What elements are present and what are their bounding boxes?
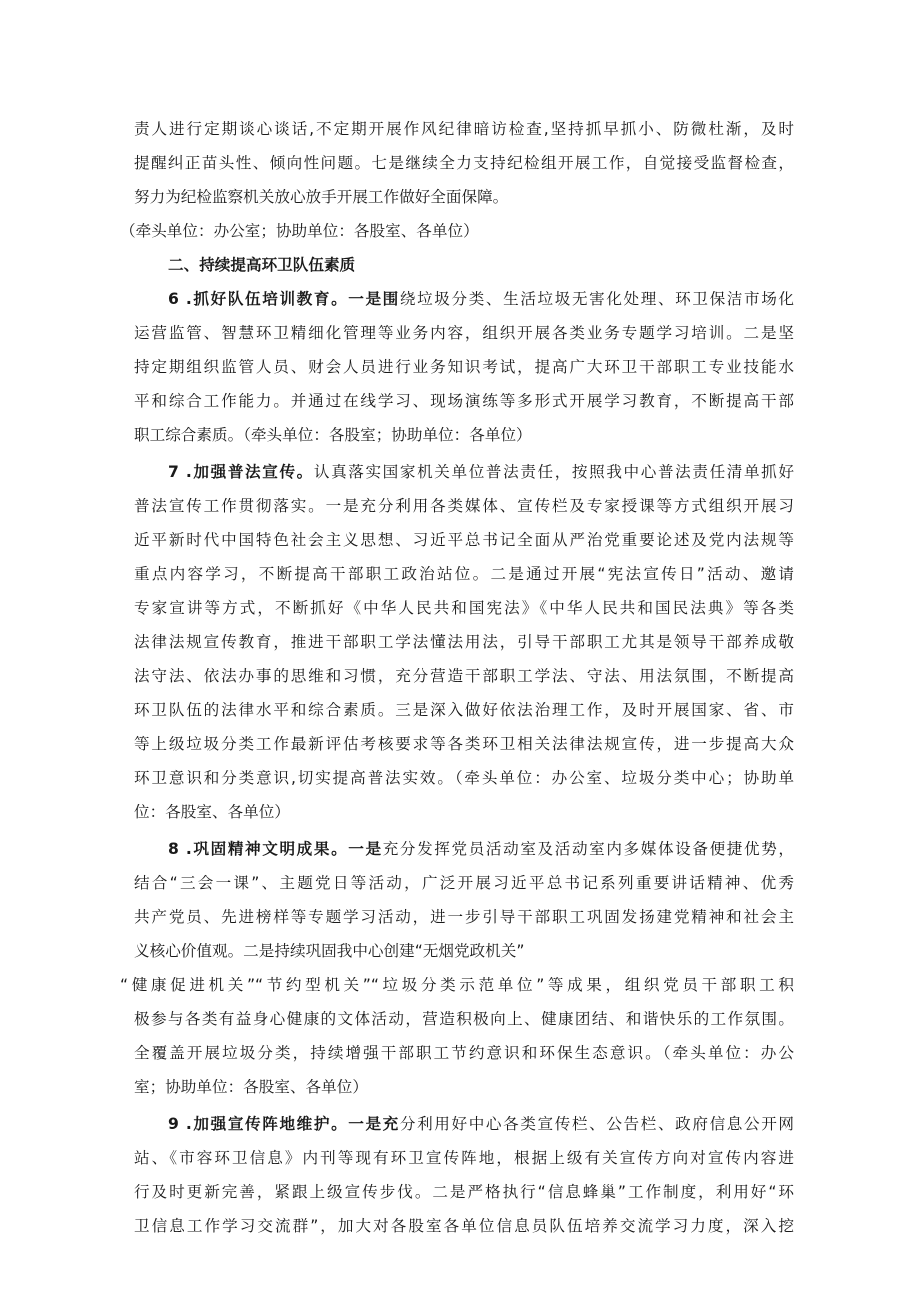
text-line: 运营监管、智慧环卫精细化管理等业务内容，组织开展各类业务专题学习培训。二是坚 [134,324,794,342]
text-line: 全覆盖开展垃圾分类，持续增强干部职工节约意识和环保生态意识。（牵头单位：办公 [134,1044,794,1062]
text-line: 近平新时代中国特色社会主义思想、习近平总书记全面从严治党重要论述及党内法规等 [134,531,794,549]
text-line: 义核心价值观。二是持续巩固我中心创建“无烟党政机关” [134,942,525,960]
item-6-heading: 6 .抓好队伍培训教育。一是围 [168,290,400,308]
text-line: 环卫意识和分类意识,切实提高普法实效。（牵头单位：办公室、垃圾分类中心；协助单 [134,769,794,787]
text-line: 结合“三会一课”、主题党日等活动，广泛开展习近平总书记系列重要讲话精神、优秀 [134,874,794,892]
text-line: 行及时更新完善，紧跟上级宣传步伐。二是严格执行“信息蜂巢”工作制度，利用好“环 [134,1183,794,1201]
text-line: 位：各股室、各单位） [134,803,290,821]
text-line: 重点内容学习，不断提高干部职工政治站位。二是通过开展“宪法宣传日”活动、邀请 [134,565,794,583]
text-line: 努力为纪检监察机关放心放手开展工作做好全面保障。 [134,188,509,206]
text-line: “健康促进机关”“节约型机关”“垃圾分类示范单位”等成果，组织党员干部职工积 [120,976,794,994]
text-line: 职工综合素质。（牵头单位：各股室；协助单位：各单位） [134,426,532,444]
responsibility-note: （牵头单位：办公室；协助单位：各股室、各单位） [120,222,479,240]
text-line: 法守法、依法办事的思维和习惯，充分营造干部职工学法、守法、用法氛围，不断提高 [134,667,794,685]
text-line: 卫信息工作学习交流群”，加大对各股室各单位信息员队伍培养交流学习力度，深入挖 [134,1217,794,1235]
section-heading: 二、持续提高环卫队伍素质 [168,256,356,274]
text-line: 极参与各类有益身心健康的文体活动，营造积极向上、健康团结、和谐快乐的工作氛围。 [134,1010,794,1028]
item-8-first-line: 8 .巩固精神文明成果。一是充分发挥党员活动室及活动室内多媒体设备便捷优势， [168,840,794,858]
text-line: 等上级垃圾分类工作最新评估考核要求等各类环卫相关法律法规宣传，进一步提高大众 [134,735,794,753]
text-line: 平和综合工作能力。并通过在线学习、现场演练等多形式开展学习教育，不断提高干部 [134,392,794,410]
text-line: 提醒纠正苗头性、倾向性问题。七是继续全力支持纪检组开展工作，自觉接受监督检查， [134,154,794,172]
item-9-heading: 9 .加强宣传阵地维护。一是充 [168,1115,400,1133]
text-line: 法律法规宣传教育，推进干部职工学法懂法用法，引导干部职工尤其是领导干部养成敬 [134,633,794,651]
text-line: 室；协助单位：各股室、各单位） [134,1078,368,1096]
item-9-first-line: 9 .加强宣传阵地维护。一是充分利用好中心各类宣传栏、公告栏、政府信息公开网 [168,1115,794,1133]
item-6-first-line: 6 .抓好队伍培训教育。一是围绕垃圾分类、生活垃圾无害化处理、环卫保洁市场化 [168,290,794,308]
item-7-first-line: 7 .加强普法宣传。认真落实国家机关单位普法责任，按照我中心普法责任清单抓好 [168,463,794,481]
text-line: 责人进行定期谈心谈话,不定期开展作风纪律暗访检查,坚持抓早抓小、防微杜渐，及时 [134,120,794,138]
text-line: 环卫队伍的法律水平和综合素质。三是深入做好依法治理工作，及时开展国家、省、市 [134,701,794,719]
text-line: 站、《市容环卫信息》内刊等现有环卫宣传阵地，根据上级有关宣传方向对宣传内容进 [134,1149,794,1167]
item-7-heading: 7 .加强普法宣传。 [168,463,314,481]
text-line: 专家宣讲等方式，不断抓好《中华人民共和国宪法》《中华人民共和国民法典》等各类 [134,599,794,617]
text-line: 共产党员、先进榜样等专题学习活动，进一步引导干部职工巩固发扬建党精神和社会主 [134,908,794,926]
text-line: 持定期组织监管人员、财会人员进行业务知识考试，提高广大环卫干部职工专业技能水 [134,358,794,376]
item-8-heading: 8 .巩固精神文明成果。一是 [168,840,383,858]
text-line: 普法宣传工作贯彻落实。一是充分利用各类媒体、宣传栏及专家授课等方式组织开展习 [134,497,794,515]
